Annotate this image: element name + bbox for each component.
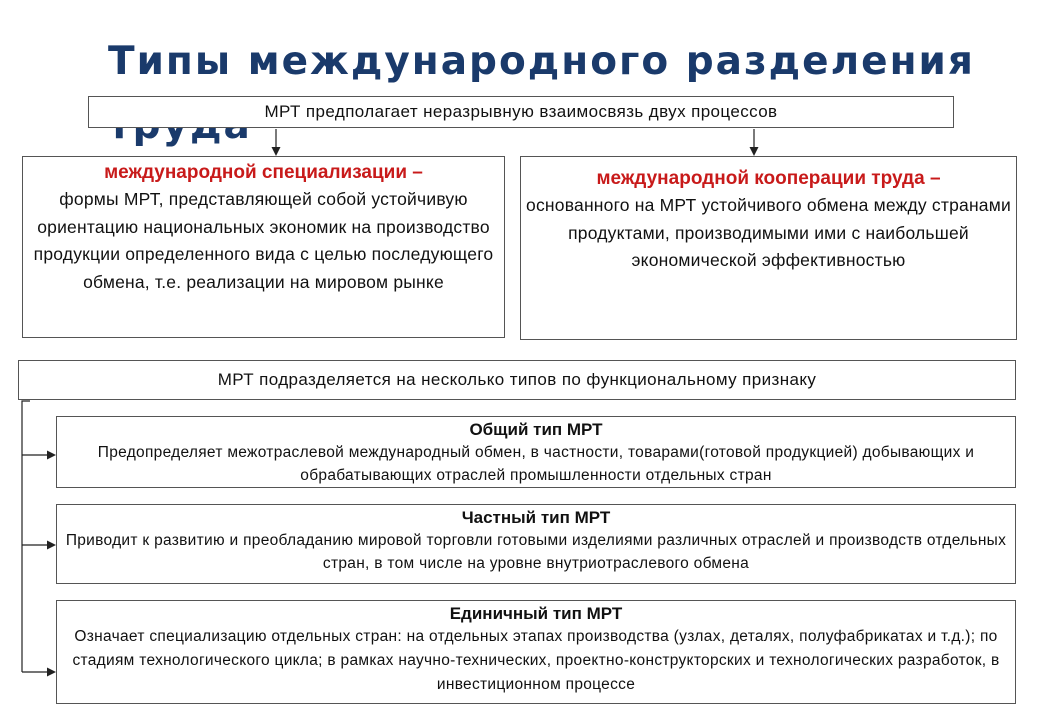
types-branch-line <box>22 401 30 672</box>
type-general-title: Общий тип МРТ <box>469 420 603 439</box>
intro-box <box>88 96 954 128</box>
cooperation-box <box>520 156 1017 340</box>
type-single-title: Единичный тип МРТ <box>449 604 623 623</box>
type-private-box <box>56 504 1016 584</box>
type-single-text: Означает специализацию отдельных стран: на отдельных этапах производства (узлах, деталях, полуфабрикатах и т.д.); по стадиям технологического цикла; в рамках научно-технических, проектно-конструкторских и технологических разработок, в инвестиционном процессе <box>72 628 1000 693</box>
specialization-text: формы МРТ, представляющей собой устойчивую ориентацию национальных экономик на производство продукции определенного вида с целью последующего обмена, т.е. реализации на мировом рынке <box>33 189 494 292</box>
type-single-box <box>56 600 1016 704</box>
type-general-box <box>56 416 1016 488</box>
intro-text: МРТ предполагает неразрывную взаимосвязь двух процессов <box>264 102 778 121</box>
specialization-heading: международной специализации – <box>104 162 423 183</box>
cooperation-heading: международной кооперации труда – <box>596 168 941 189</box>
cooperation-text: основанного на МРТ устойчивого обмена между странами продуктами, производимыми ими с наибольшей экономической эффективностью <box>526 195 1011 270</box>
types-intro-text: МРТ подразделяется на несколько типов по функциональному признаку <box>217 370 817 389</box>
type-private-title: Частный тип МРТ <box>461 508 611 527</box>
type-private-text: Приводит к развитию и преобладанию мировой торговли готовыми изделиями различных отраслей и производств отдельных стран, в том числе на уровне внутриотраслевого обмена <box>65 532 1007 572</box>
type-general-text: Предопределяет межотраслевой международный обмен, в частности, товарами(готовой продукцией) добывающих и обрабатывающих отраслей промышленности отдельных стран <box>97 444 975 484</box>
types-intro-box <box>18 360 1016 400</box>
slide-title: Типы международного разделения <box>108 39 975 84</box>
specialization-box <box>22 156 505 338</box>
